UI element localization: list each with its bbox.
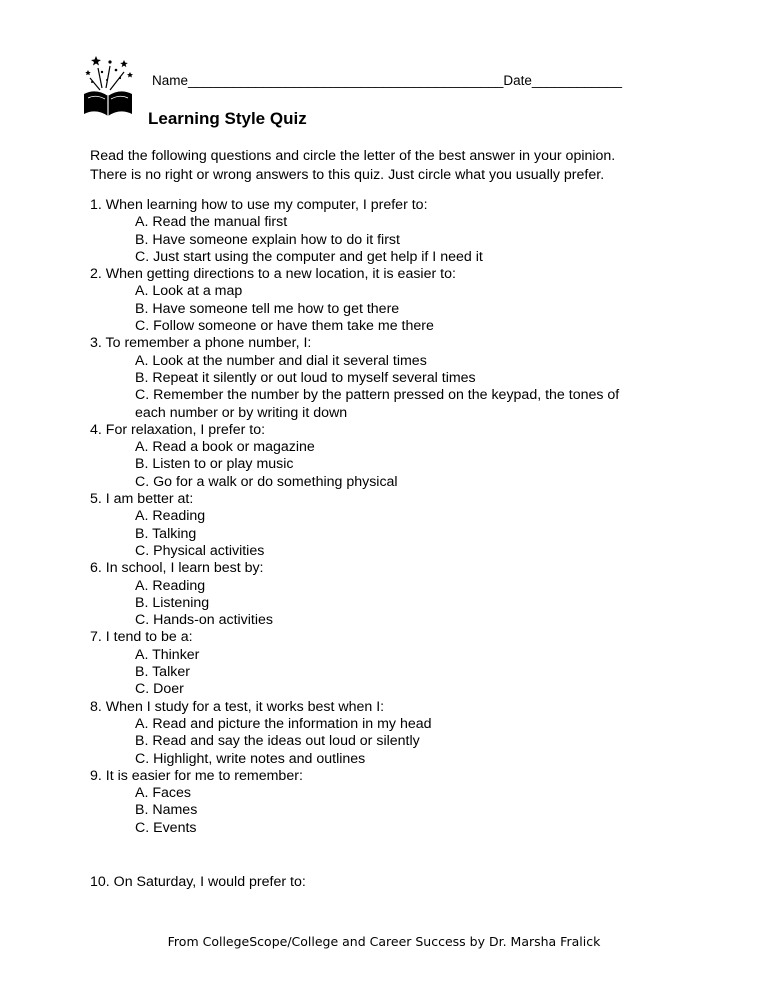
question-text: 4. For relaxation, I prefer to: [90,421,266,438]
question-text: 5. I am better at: [90,491,194,508]
option-b[interactable]: B. Read and say the ideas out loud or silently [135,733,420,750]
option-b[interactable]: B. Talker [135,664,190,681]
question-text: 7. I tend to be a: [90,629,193,646]
question-text: 1. When learning how to use my computer, I prefer to: [90,197,428,213]
option-b[interactable]: B. Have someone explain how to do it first [135,231,400,248]
question-text: 2. When getting directions to a new location, it is easier to: [90,266,456,283]
option-b[interactable]: B. Listening [135,594,210,611]
option-a[interactable]: A. Read and picture the information in my head [135,715,432,732]
option-a[interactable]: A. Faces [135,785,191,802]
page-title: Learning Style Quiz [148,109,307,128]
book-logo-icon [80,54,136,120]
option-b[interactable]: B. Repeat it silently or out loud to myself several times [135,369,476,386]
option-b[interactable]: B. Have someone tell me how to get there [135,300,400,317]
option-c[interactable]: C. Remember the number by the pattern pressed on the keypad, the tones of [135,387,620,404]
option-c[interactable]: C. Hands-on activities [135,612,273,629]
option-c[interactable]: C. Highlight, write notes and outlines [135,750,366,767]
question-text: 9. It is easier for me to remember: [90,767,303,784]
question-text: 8. When I study for a test, it works best when I: [90,698,385,715]
option-c[interactable]: C. Just start using the computer and get help if I need it [135,248,483,265]
question-9 [90,768,690,837]
option-a[interactable]: A. Look at the number and dial it several times [135,352,427,369]
question-8 [90,699,690,768]
option-a[interactable]: A. Read a book or magazine [135,439,315,456]
option-a[interactable]: A. Read the manual first [135,214,288,231]
question-text: 3. To remember a phone number, I: [90,335,312,352]
page-footer: From CollegeScope/College and Career Success by Dr. Marsha Fralick [167,934,601,949]
instructions-line-1: Read the following questions and circle the letter of the best answer in your opinion. [90,148,616,164]
instructions [90,147,690,185]
question-2 [90,266,690,335]
option-a[interactable]: A. Thinker [135,646,200,663]
instructions-line-2: There is no right or wrong answers to this quiz. Just circle what you usually prefer. [90,167,605,183]
name-date-line[interactable]: Name__________________________________________Date____________ [152,73,622,88]
option-c[interactable]: C. Go for a walk or do something physical [135,473,398,490]
option-c[interactable]: C. Events [135,819,197,836]
question-text: 6. In school, I learn best by: [90,560,264,577]
question-5 [90,491,690,560]
option-c[interactable]: C. Follow someone or have them take me there [135,318,434,335]
option-a[interactable]: A. Look at a map [135,283,243,300]
option-b[interactable]: B. Listen to or play music [135,456,294,473]
option-a[interactable]: A. Reading [135,577,206,594]
question-4 [90,422,690,491]
question-7 [90,629,690,698]
option-c[interactable]: C. Physical activities [135,542,265,559]
question-3 [90,335,690,421]
question-list [90,197,690,837]
option-c[interactable]: C. Doer [135,681,184,698]
option-a[interactable]: A. Reading [135,508,206,525]
option-b[interactable]: B. Names [135,802,198,819]
question-1 [90,197,690,266]
question-6 [90,560,690,629]
option-c-continuation: each number or by writing it down [135,404,348,421]
question-10: 10. On Saturday, I would prefer to: [90,874,306,890]
option-b[interactable]: B. Talking [135,525,197,542]
